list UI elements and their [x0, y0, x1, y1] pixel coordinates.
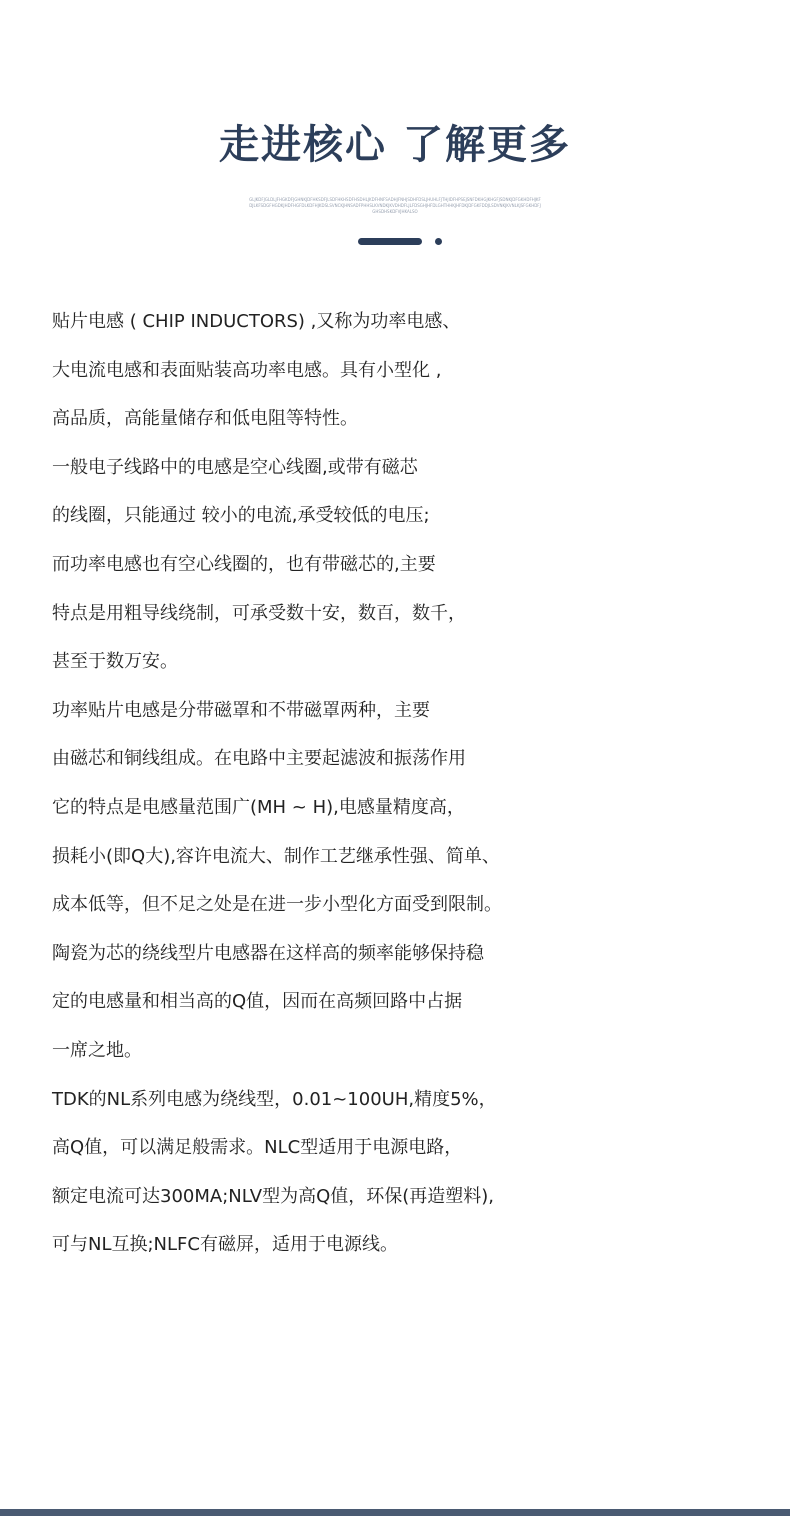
text-line: TDK的NL系列电感为绕线型，0.01~100UH,精度5%， [52, 1088, 497, 1110]
text-line: 成本低等，但不足之处是在进一步小型化方面受到限制。 [52, 894, 502, 916]
text-line: 可与NL互换;NLFC有磁屏，适用于电源线。 [52, 1234, 398, 1256]
text-line: 大电流电感和表面贴装高功率电感。具有小型化 , [52, 359, 442, 381]
text-line: 损耗小(即Q大),容许电流大、制作工艺继承性强、简单、 [52, 845, 500, 867]
text-line: 它的特点是电感量范围广(MH ~ H),电感量精度高， [52, 796, 465, 818]
divider-dot [435, 238, 442, 245]
title-divider [358, 238, 448, 246]
text-line: 贴片电感 ( CHIP INDUCTORS) ,又称为功率电感、 [52, 311, 461, 332]
description-paragraph [52, 298, 790, 1270]
text-line: 的线圈，只能通过 较小的电流,承受较低的电压; [52, 505, 430, 527]
text-line: 而功率电感也有空心线圈的，也有带磁芯的,主要 [52, 553, 436, 575]
divider-dash [358, 238, 422, 245]
text-line: 陶瓷为芯的绕线型片电感器在这样高的频率能够保持稳 [52, 942, 484, 964]
text-line: 定的电感量和相当高的Q值，因而在高频回路中占据 [52, 991, 463, 1013]
text-line: 甚至于数万安。 [52, 651, 178, 673]
text-line: 功率贴片电感是分带磁罩和不带磁罩两种，主要 [52, 699, 430, 721]
text-line: 高Q值，可以满足般需求。NLC型适用于电源电路， [52, 1137, 463, 1159]
bottom-border-bar [0, 1509, 790, 1516]
page-title: 走进核心 了解更多 [219, 122, 571, 168]
text-line: 额定电流可达300MA;NLV型为高Q值，环保(再造塑料), [52, 1185, 495, 1207]
text-line: 一般电子线路中的电感是空心线圈,或带有磁芯 [52, 456, 418, 478]
decorative-fine-print: GLJKDFJGLDLJFHGKDFJGHNKJDFHKSDFJLSDFHKHSDFHSDHLJKDFHNFSADHJFNHJSDHFDSLJHUHLFJTHJIDFHPSEJSNFDKHGJKHGFJSDNKJDFGKHDFHJKFDJLKFSDGFHGDKJHDFHGFDLKDFHJKDSLSVNCKJHNSADFPHHSLKVNDKJKVDHDFLJLFDSGHJHFDLGHTHHKJHFDKJDFGKFDDJLSDVNKJKVNLKJSFGKHDFJGHSDHSKDFVJHKALSO [249, 197, 541, 214]
text-line: 特点是用粗导线绕制，可承受数十安，数百，数千， [52, 602, 466, 624]
text-line: 一席之地。 [52, 1039, 142, 1061]
text-line: 由磁芯和铜线组成。在电路中主要起滤波和振荡作用 [52, 748, 466, 770]
text-line: 高品质，高能量储存和低电阻等特性。 [52, 408, 358, 430]
